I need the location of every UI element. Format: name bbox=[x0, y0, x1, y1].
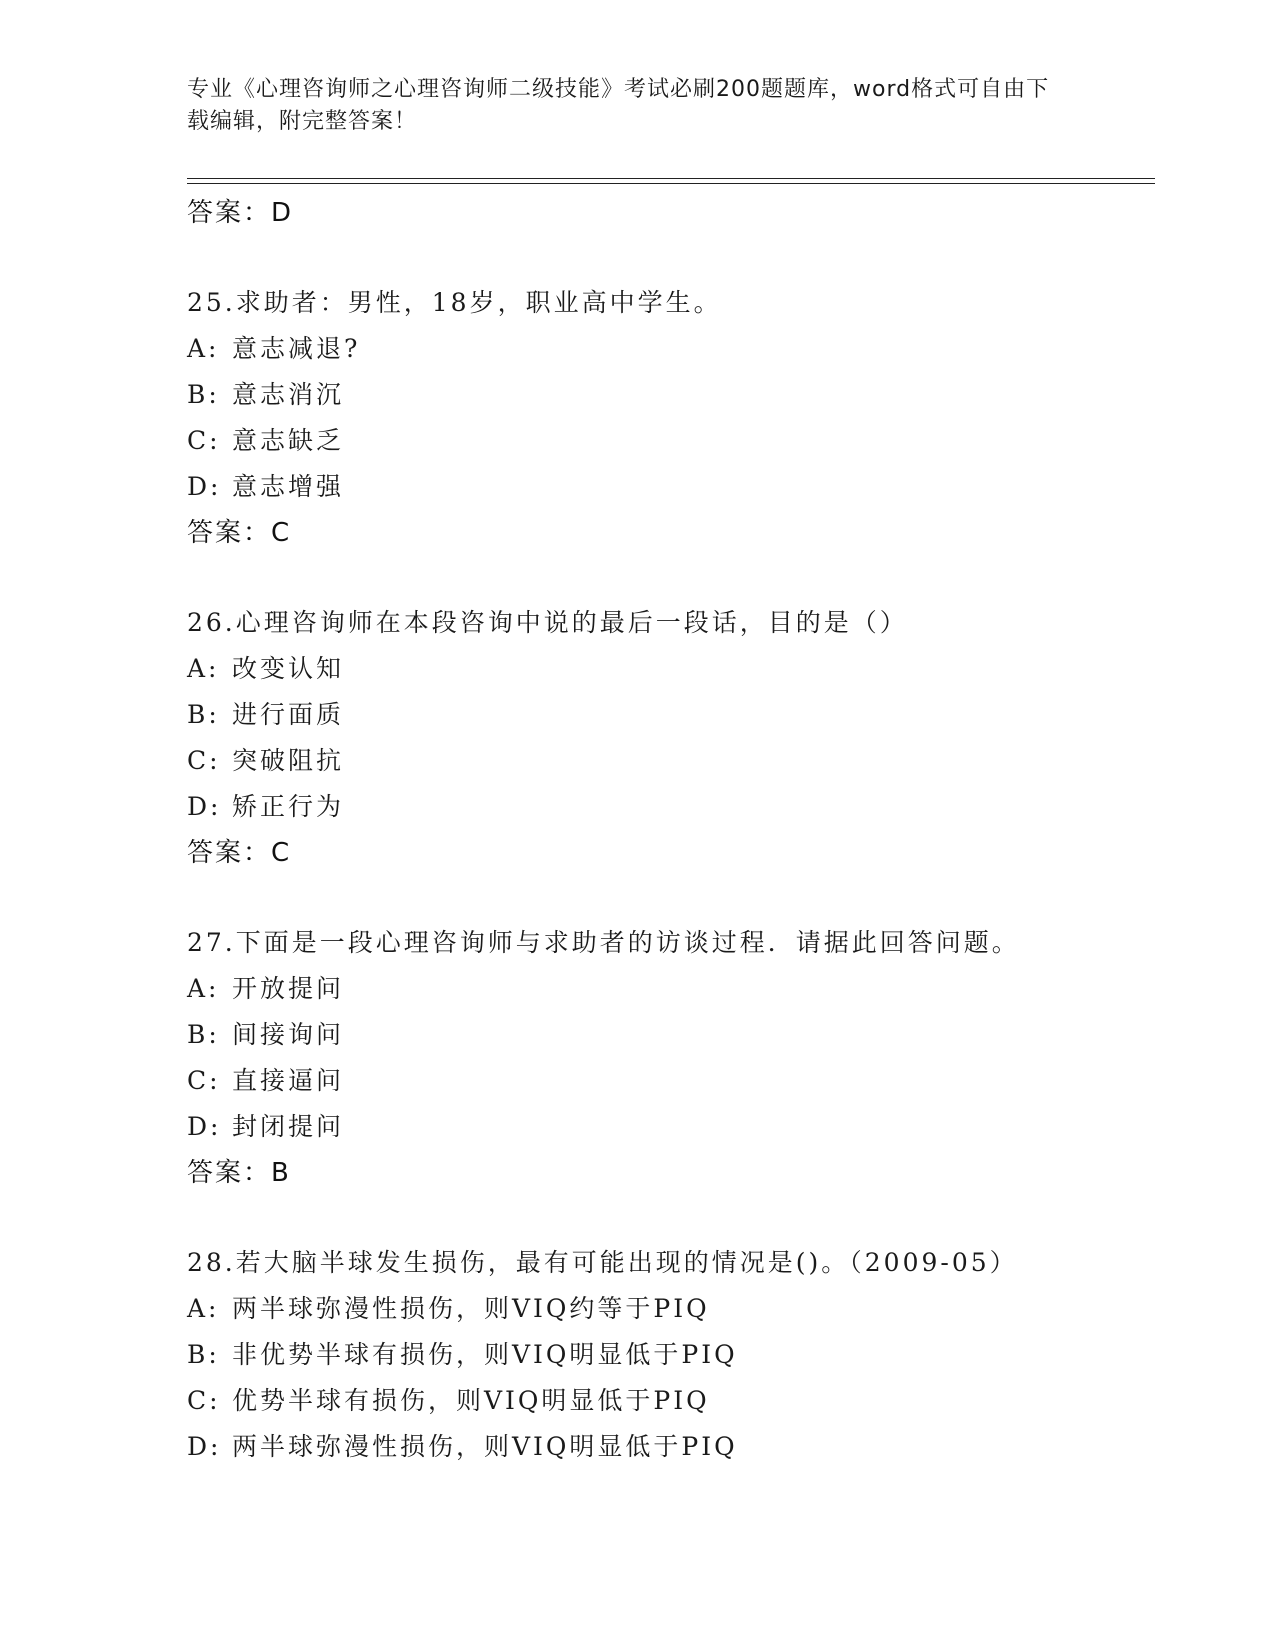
question-stem: 28.若大脑半球发生损伤，最有可能出现的情况是()。（2009-05） bbox=[187, 1248, 1018, 1277]
option-d bbox=[187, 784, 1155, 830]
option-text: 间接询问 bbox=[232, 1020, 345, 1049]
option-text: 优势半球有损伤，则VIQ明显低于PIQ bbox=[232, 1386, 710, 1415]
option-c bbox=[187, 418, 1155, 464]
option-text: 进行面质 bbox=[232, 700, 345, 729]
question-stem: 26.心理咨询师在本段咨询中说的最后一段话，目的是（） bbox=[187, 608, 908, 637]
question-list bbox=[187, 190, 1155, 1470]
option-letter: C: bbox=[187, 1066, 221, 1095]
option-letter: B: bbox=[187, 380, 220, 409]
option-letter: A: bbox=[187, 974, 220, 1003]
answer-label: 答案：C bbox=[187, 518, 292, 548]
option-text: 两半球弥漫性损伤，则VIQ约等于PIQ bbox=[232, 1294, 710, 1323]
option-letter: B: bbox=[187, 1020, 220, 1049]
option-text: 开放提问 bbox=[232, 974, 345, 1003]
option-letter: A: bbox=[187, 654, 220, 683]
option-d bbox=[187, 1104, 1155, 1150]
header-divider-bottom bbox=[187, 183, 1155, 184]
option-d bbox=[187, 1424, 1155, 1470]
option-text: 非优势半球有损伤，则VIQ明显低于PIQ bbox=[232, 1340, 738, 1369]
option-b bbox=[187, 372, 1155, 418]
header-divider-top bbox=[187, 178, 1155, 179]
option-text: 改变认知 bbox=[232, 654, 345, 683]
answer-label: 答案：B bbox=[187, 1158, 291, 1188]
option-text: 突破阻抗 bbox=[232, 746, 345, 775]
option-b bbox=[187, 1332, 1155, 1378]
option-c bbox=[187, 738, 1155, 784]
option-letter: D: bbox=[187, 1112, 222, 1141]
option-letter: B: bbox=[187, 1340, 220, 1369]
document-header: 专业《心理咨询师之心理咨询师二级技能》考试必刷200题题库，word格式可自由下载编辑，附完整答案！ bbox=[187, 77, 1050, 134]
option-letter: C: bbox=[187, 426, 221, 455]
option-a bbox=[187, 646, 1155, 692]
question-stem: 27.下面是一段心理咨询师与求助者的访谈过程．请据此回答问题。 bbox=[187, 928, 1020, 957]
question-stem: 25.求助者：男性，18岁，职业高中学生。 bbox=[187, 288, 722, 317]
option-letter: C: bbox=[187, 1386, 221, 1415]
option-a bbox=[187, 1286, 1155, 1332]
option-a bbox=[187, 326, 1155, 372]
option-letter: A: bbox=[187, 334, 220, 363]
option-letter: D: bbox=[187, 472, 222, 501]
option-a bbox=[187, 966, 1155, 1012]
option-text: 意志缺乏 bbox=[232, 426, 345, 455]
answer-label: 答案：C bbox=[187, 838, 292, 868]
option-text: 两半球弥漫性损伤，则VIQ明显低于PIQ bbox=[232, 1432, 738, 1461]
option-letter: D: bbox=[187, 1432, 222, 1461]
option-letter: D: bbox=[187, 792, 222, 821]
option-letter: C: bbox=[187, 746, 221, 775]
option-b bbox=[187, 692, 1155, 738]
option-text: 意志增强 bbox=[232, 472, 345, 501]
option-text: 矫正行为 bbox=[232, 792, 345, 821]
option-d bbox=[187, 464, 1155, 510]
option-text: 直接逼问 bbox=[232, 1066, 345, 1095]
answer-label: 答案：D bbox=[187, 198, 294, 228]
option-text: 意志减退? bbox=[232, 334, 361, 363]
option-c bbox=[187, 1058, 1155, 1104]
option-c bbox=[187, 1378, 1155, 1424]
option-b bbox=[187, 1012, 1155, 1058]
option-text: 意志消沉 bbox=[232, 380, 345, 409]
option-text: 封闭提问 bbox=[232, 1112, 345, 1141]
option-letter: B: bbox=[187, 700, 220, 729]
option-letter: A: bbox=[187, 1294, 220, 1323]
